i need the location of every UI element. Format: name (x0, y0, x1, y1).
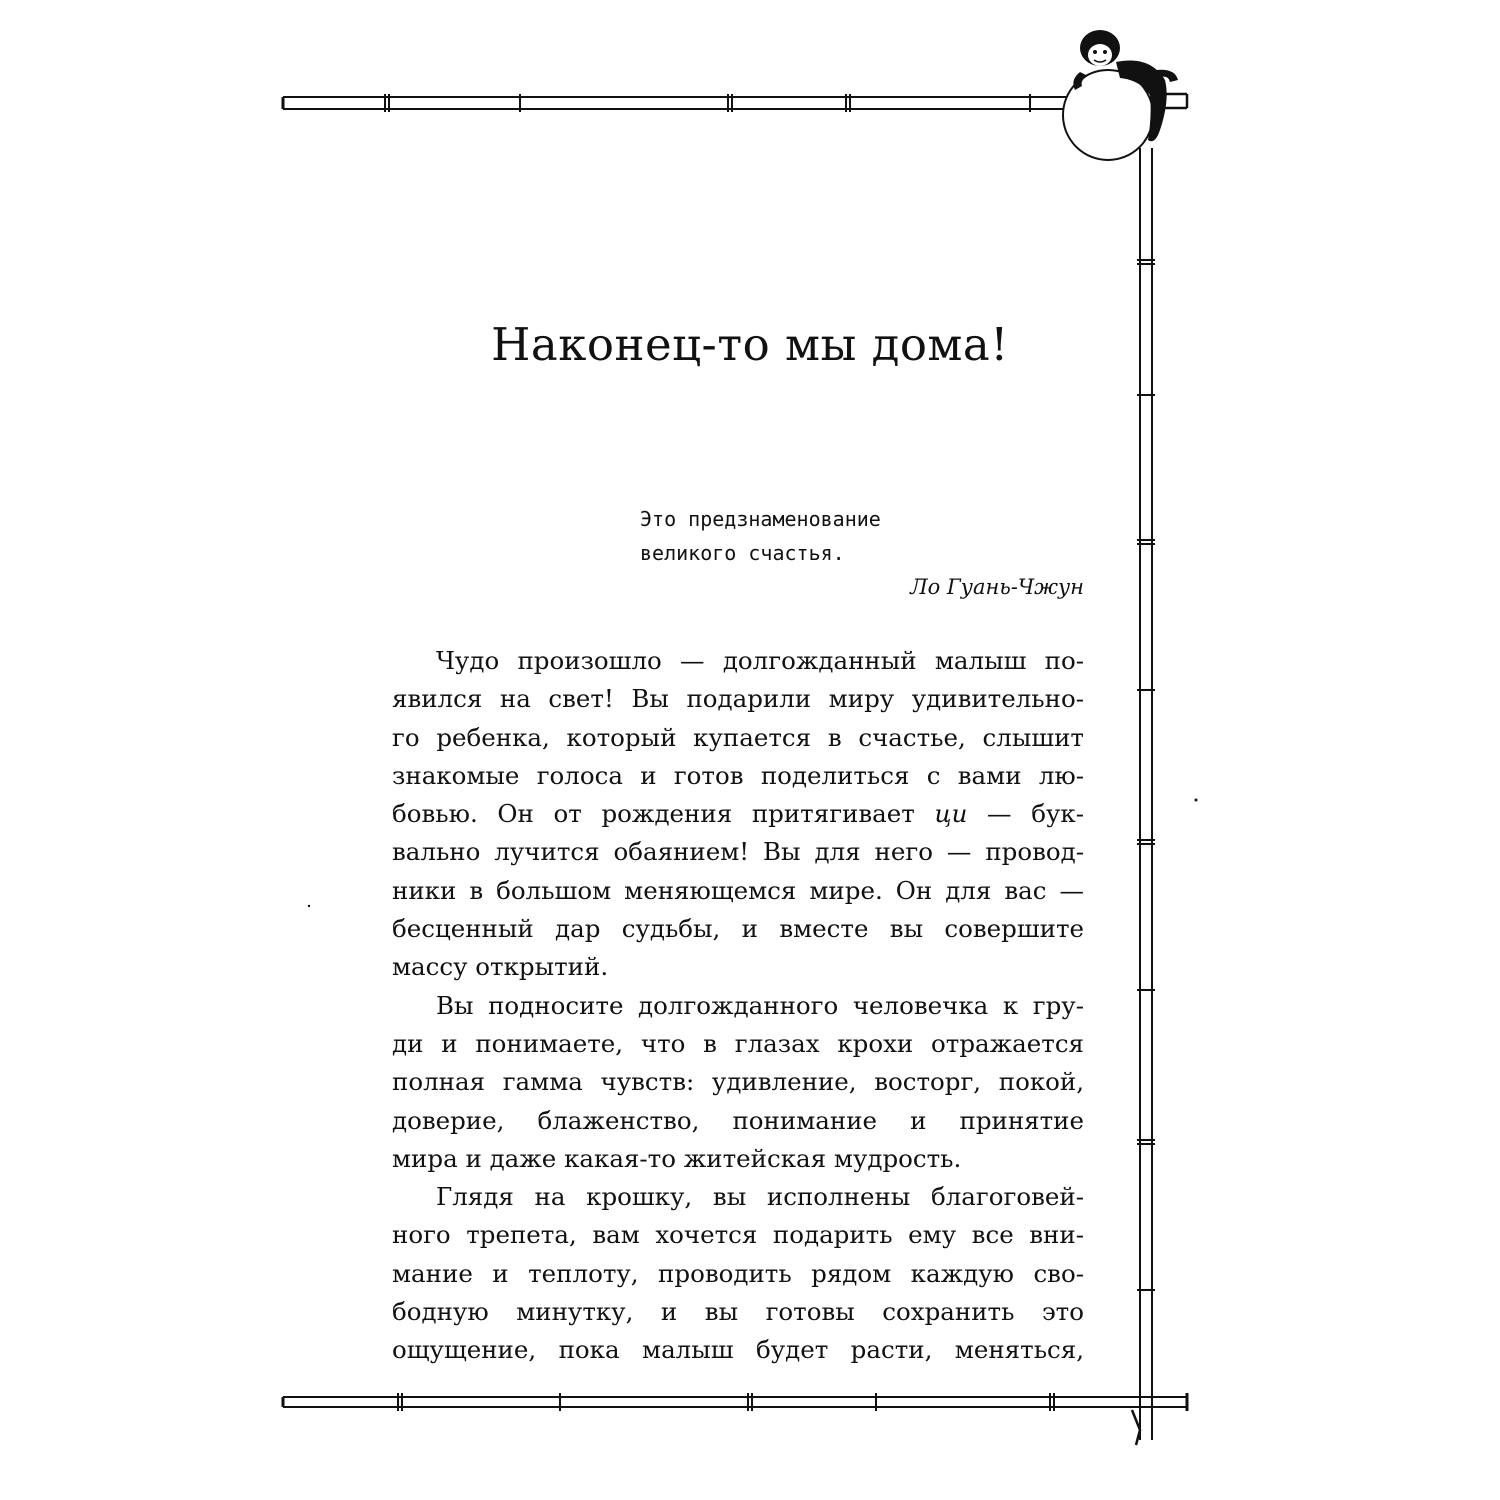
epigraph-author: Ло Гуань-Чжун (910, 575, 1084, 599)
text-line: ного трепета, вам хочется подарить ему все вни- (392, 1220, 1084, 1250)
text-line: бесценный дар судьбы, и вместе вы совершите (392, 914, 1084, 944)
text-line: го ребенка, который купается в счастье, слышит (392, 722, 1084, 752)
text-line: доверие, блаженство, понимание и принятие (392, 1105, 1084, 1135)
text-line: Глядя на крошку, вы исполнены благоговей- (436, 1182, 1084, 1212)
italic-term: ци (934, 799, 968, 829)
text-line: Чудо произошло — долгожданный малыш по- (436, 646, 1084, 675)
text-line: ди и понимаете, что в глазах крохи отражается (392, 1028, 1084, 1058)
body-text (392, 642, 1084, 1370)
text-line: ники в большом меняющемся мире. Он для вас — (392, 875, 1084, 905)
epigraph (640, 502, 1084, 604)
text-line: Вы подносите долгожданного человечка к гру- (436, 990, 1084, 1020)
text-line: мира и даже какая-то житейская мудрость. (392, 1143, 962, 1173)
text-line: массу открытий. (392, 952, 609, 982)
text-line: ощущение, пока малыш будет расти, меняться, (392, 1335, 1084, 1365)
text-line: полная гамма чувств: удивление, восторг, покой, (392, 1067, 1084, 1097)
text-fragment: бовью. Он от рождения притягивает (392, 799, 935, 829)
bottom-bamboo-stalk (283, 1393, 1187, 1411)
epigraph-line: Это предзнаменование (640, 507, 881, 531)
text-line: знакомые голоса и готов поделиться с вами лю- (392, 760, 1084, 790)
text-fragment: — бук- (967, 799, 1084, 829)
top-bamboo-stalk (283, 94, 1187, 112)
text-line: явился на свет! Вы подарили миру удивительно- (392, 684, 1084, 714)
text-line-with-italic (392, 795, 1084, 833)
right-bamboo-stalk (1132, 148, 1155, 1445)
epigraph-line: великого счастья. (640, 541, 845, 565)
text-line: бодную минутку, и вы готовы сохранить это (392, 1297, 1084, 1327)
page-title: Наконец-то мы дома! (491, 318, 1009, 371)
text-line: мание и теплоту, проводить рядом каждую сво- (392, 1258, 1084, 1288)
text-line: вально лучится обаянием! Вы для него — провод- (392, 837, 1084, 867)
